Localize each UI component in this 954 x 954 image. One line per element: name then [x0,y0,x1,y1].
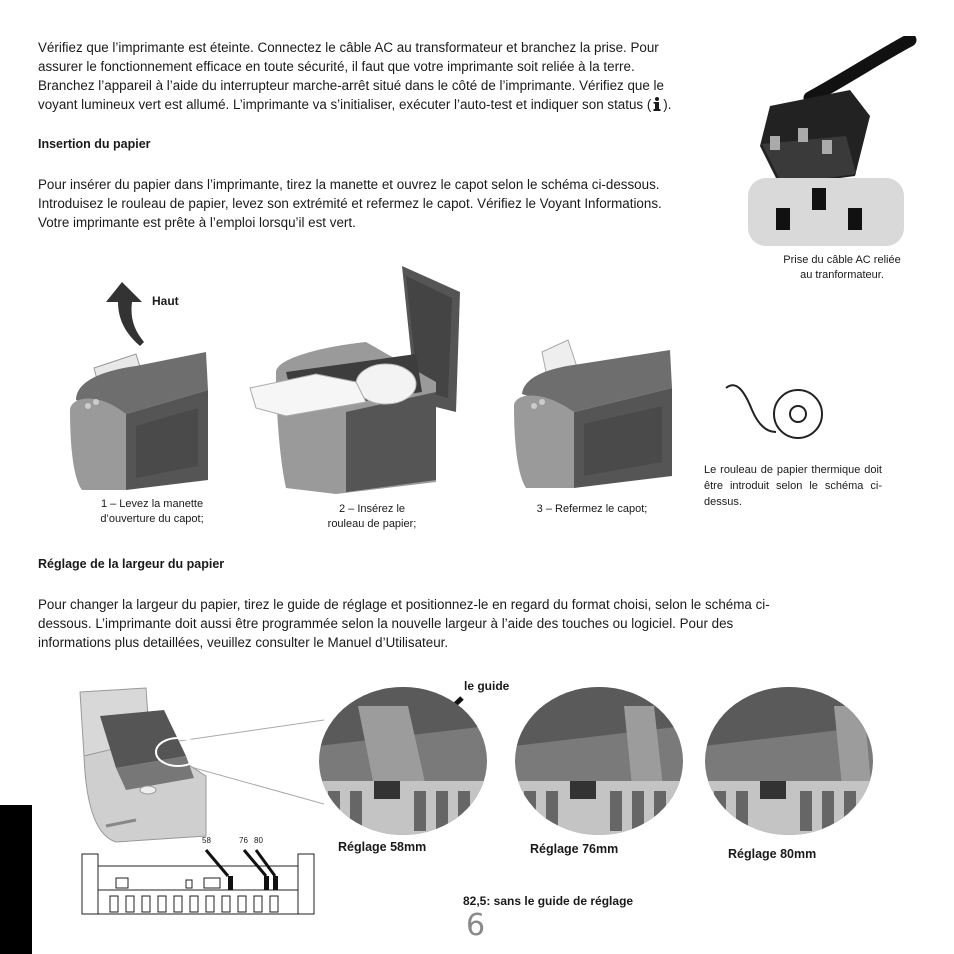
step-caption-line: rouleau de papier; [327,518,417,530]
paper-line: Introduisez le rouleau de papier, levez son extrémité et refermez le capot. Vérifiez le Voyant Informations. [38,196,662,211]
info-icon [651,96,663,112]
paper-line: Pour insérer du papier dans l’imprimante, tirez la manette et ouvrez le capot selon le schéma ci-dessous. [38,177,660,192]
mark-label-58: 58 [202,836,211,845]
guide-schematic-diagram [80,846,325,920]
section-heading-width-adjust: Réglage de la largeur du papier [38,557,225,571]
intro-paragraph [38,38,758,114]
intro-line: Branchez l’appareil à l’aide du interrupteur marche-arrêt situé dans le côté de l’imprimante. Vérifiez que le [38,78,664,93]
step-caption-line: 3 – Refermez le capot; [536,503,648,515]
step2-caption [292,502,452,532]
plug-caption-line: au tranformateur. [800,269,884,281]
closeup-80mm [704,686,874,836]
paper-insertion-paragraph [38,175,758,232]
printer-step3-illustration [510,336,685,496]
intro-line: assurer le fonctionnement efficace en toute sécurité, il faut que votre imprimante soit reliée à la terre. [38,59,635,74]
printer-step1-illustration [66,340,226,500]
section-heading-paper-insertion: Insertion du papier [38,137,151,151]
mark-label-76: 76 [239,836,248,845]
up-label: Haut [152,294,179,308]
guide-label: le guide [464,679,510,693]
plug-caption [762,253,922,283]
mark-label-80: 80 [254,836,263,845]
plug-caption-line: Prise du câble AC reliée [783,254,901,266]
width-line: Pour changer la largeur du papier, tirez le guide de réglage et positionnez-le en regard du format choisi, selon le schéma ci- [38,597,770,612]
width-line: dessous. L’imprimante doit aussi être programmée selon la nouvelle largeur à l’aide des touches ou logiciel. Pour des [38,616,734,631]
paper-roll-icon [722,380,832,440]
setting-label-58mm: Réglage 58mm [338,840,427,854]
no-guide-note: 82,5: sans le guide de réglage [463,894,634,908]
section-tab [0,805,32,954]
intro-line: voyant lumineux vert est allumé. L’imprimante va s’initialiser, exécuter l’auto-test et indiquer son status ( ). [38,97,672,112]
setting-label-80mm: Réglage 80mm [728,847,817,861]
intro-line: Vérifiez que l’imprimante est éteinte. Connectez le câble AC au transformateur et branchez la prise. Pour [38,40,659,55]
page-number: 6 [466,908,486,943]
step1-caption [72,497,232,527]
closeup-76mm [514,686,684,836]
step-caption-line: 2 – Insérez le [338,503,406,515]
ac-cable-illustration [740,36,925,251]
roll-note: Le rouleau de papier thermique doit être introduit selon le schéma ci-dessus. [704,464,882,508]
step-caption-line: 1 – Levez la manette [100,498,204,510]
open-printer-illustration [76,686,326,846]
step-caption-line: d’ouverture du capot; [100,513,204,525]
setting-label-76mm: Réglage 76mm [530,842,619,856]
step3-caption [512,502,672,517]
printer-step2-illustration [246,262,466,502]
width-adjust-paragraph [38,595,888,652]
closeup-58mm [318,686,488,836]
width-line: informations plus detaillées, veuillez consulter le Manuel d’Utilisateur. [38,635,449,650]
paper-line: Votre imprimante est prête à l’emploi lorsqu’il est vert. [38,215,356,230]
